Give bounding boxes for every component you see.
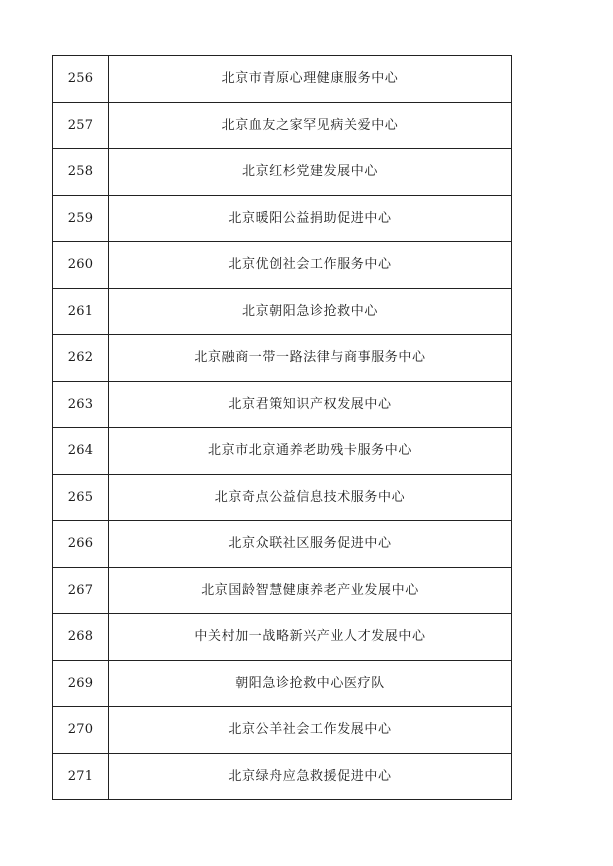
table-row [53,149,512,196]
row-number: 263 [53,381,109,428]
organization-name: 北京公羊社会工作发展中心 [109,707,512,754]
organization-name: 北京绿舟应急救援促进中心 [109,753,512,800]
table-row [53,195,512,242]
table-row [53,474,512,521]
table-row [53,242,512,289]
table-row [53,428,512,475]
row-number: 269 [53,660,109,707]
organization-name: 北京市青原心理健康服务中心 [109,56,512,103]
table-row [53,102,512,149]
organization-name: 朝阳急诊抢救中心医疗队 [109,660,512,707]
table-row [53,707,512,754]
table-row [53,381,512,428]
organization-name: 中关村加一战略新兴产业人才发展中心 [109,614,512,661]
organization-name: 北京朝阳急诊抢救中心 [109,288,512,335]
table-row [53,288,512,335]
row-number: 266 [53,521,109,568]
organization-name: 北京暖阳公益捐助促进中心 [109,195,512,242]
table-row [53,521,512,568]
row-number: 265 [53,474,109,521]
row-number: 268 [53,614,109,661]
table-row [53,614,512,661]
row-number: 256 [53,56,109,103]
row-number: 258 [53,149,109,196]
organization-name: 北京国龄智慧健康养老产业发展中心 [109,567,512,614]
organization-name: 北京众联社区服务促进中心 [109,521,512,568]
organization-table-body [53,56,512,800]
organization-name: 北京君策知识产权发展中心 [109,381,512,428]
organization-name: 北京奇点公益信息技术服务中心 [109,474,512,521]
row-number: 264 [53,428,109,475]
organization-name: 北京血友之家罕见病关爱中心 [109,102,512,149]
organization-name: 北京融商一带一路法律与商事服务中心 [109,335,512,382]
table-row [53,753,512,800]
row-number: 261 [53,288,109,335]
row-number: 257 [53,102,109,149]
row-number: 267 [53,567,109,614]
organization-name: 北京红杉党建发展中心 [109,149,512,196]
table-row [53,56,512,103]
row-number: 262 [53,335,109,382]
organization-name: 北京优创社会工作服务中心 [109,242,512,289]
row-number: 259 [53,195,109,242]
row-number: 260 [53,242,109,289]
row-number: 270 [53,707,109,754]
table-row [53,567,512,614]
row-number: 271 [53,753,109,800]
table-row [53,660,512,707]
organization-table [52,55,512,800]
organization-name: 北京市北京通养老助残卡服务中心 [109,428,512,475]
table-row [53,335,512,382]
